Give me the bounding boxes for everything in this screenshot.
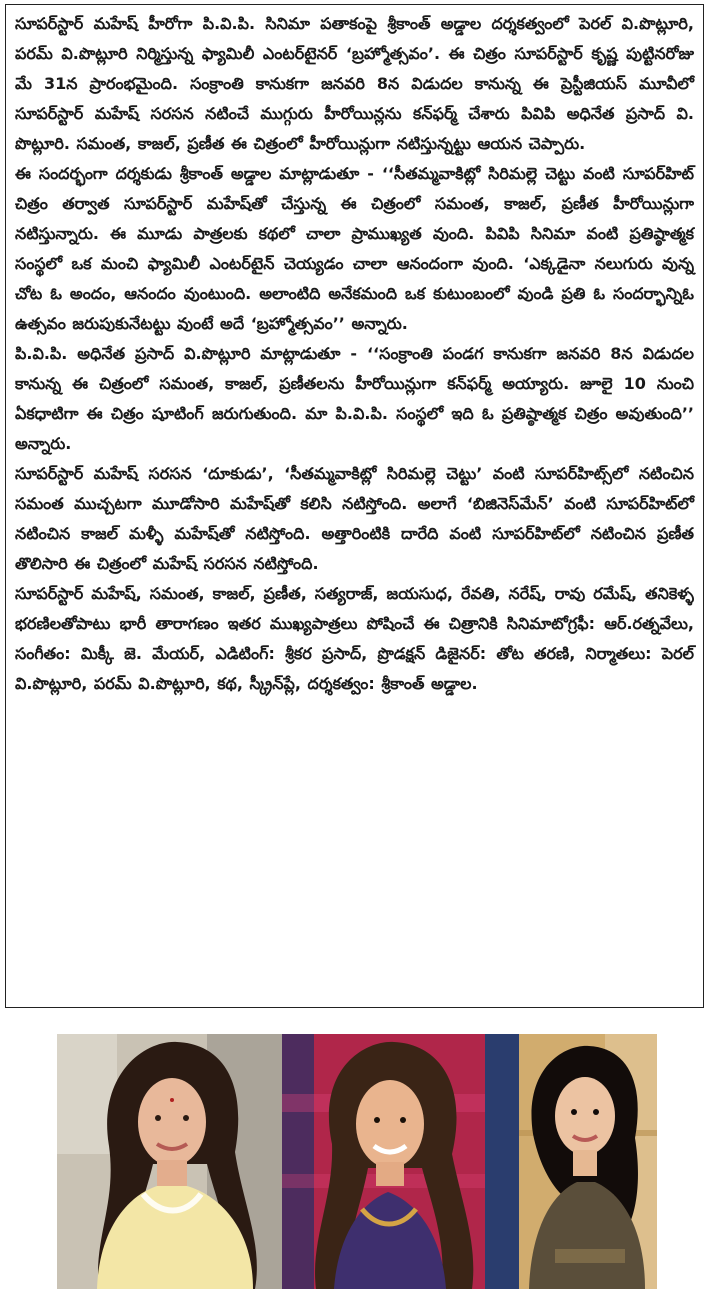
article-paragraph-2: ఈ సందర్భంగా దర్శకుడు శ్రీకాంత్‌ అడ్డాల మాట్లాడుతూ - ‘‘సీతమ్మవాకిట్లో సిరిమల్లె చెట్టు వంటి సూపర్‌హిట్‌ చిత్రం తర్వాత సూపర్‌స్టార్‌ మహేష్‌తో చేస్తున్న ఈ చిత్రంలో సమంత, కాజల్‌, ప్రణీత హీరోయిన్లుగా నటిస్తున్నారు. ఈ మూడు పాత్రలకు కథలో చాలా ప్రాముఖ్యత వుంది. పివిపి సినిమా వంటి ప్రతిష్ఠాత్మక సంస్థలో ఒక మంచి ఫ్యామిలీ ఎంటర్‌టైన్‌ చెయ్యడం చాలా ఆనందంగా వుంది. ‘ఎక్కడైనా నలుగురు వున్న చోట ఓ అందం, ఆనందం వుంటుంది. అలాంటిది అనేకమంది ఒక కుటుంబంలో వుండి ప్రతి ఓ సందర్భాన్నిఓ ఉత్సవం జరుపుకునేటట్టు వుంటే అదే ‘బ్రహ్మోత్సవం’’ అన్నారు. xyxy=(15,164,694,333)
photo-1-face xyxy=(138,1078,206,1166)
article-paragraph-1: సూపర్‌స్టార్‌ మహేష్‌ హీరోగా పి.వి.పి. సినిమా పతాకంపై శ్రీకాంత్‌ అడ్డాల దర్శకత్వంలో పెరల్‌ వి.పొట్లూరి, పరమ్‌ వి.పొట్లూరి నిర్మిస్తున్న ఫ్యామిలీ ఎంటర్‌టైనర్‌ ‘బ్రహ్మోత్సవం’. ఈ చిత్రం సూపర్‌స్టార్‌ కృష్ణ పుట్టినరోజు మే 31న ప్రారంభమైంది. సంక్రాంతి కానుకగా జనవరి 8న విడుదల కానున్న ఈ ప్రెస్టీజియస్‌ మూవీలో సూపర్‌స్టార్‌ మహేష్‌ సరసన నటించే ముగ్గురు హీరోయిన్లను కన్‌ఫర్మ్‌ చేశారు పివిపి అధినేత ప్రసాద్‌ వి. పొట్లూరి. సమంత, కాజల్‌, ప్రణీత ఈ చిత్రంలో హీరోయిన్లుగా నటిస్తున్నట్టు ఆయన చెప్పారు. xyxy=(15,14,694,153)
article-text-box xyxy=(5,4,704,1008)
photo-samantha xyxy=(57,1034,282,1289)
article-paragraph-3: పి.వి.పి. అధినేత ప్రసాద్‌ వి.పొట్లూరి మాట్లాడుతూ - ‘‘సంక్రాంతి పండగ కానుకగా జనవరి 8న విడుదల కానున్న ఈ చిత్రంలో సమంత, కాజల్‌, ప్రణీతలను హీరోయిన్లుగా కన్‌ఫర్మ్‌ అయ్యారు. జూలై 10 నుంచి ఏకధాటిగా ఈ చిత్రం షూటింగ్‌ జరుగుతుంది. మా పి.వి.పి. సంస్థలో ఇది ఓ ప్రతిష్ఠాత్మక చిత్రం అవుతుంది’’ అన్నారు. xyxy=(15,344,694,453)
article-paragraph-4: సూపర్‌స్టార్‌ మహేష్‌ సరసన ‘దూకుడు’, ‘సీతమ్మవాకిట్లో సిరిమల్లె చెట్టు’ వంటి సూపర్‌హిట్స్‌లో నటించిన సమంత ముచ్చటగా మూడోసారి మహేష్‌తో కలిసి నటిస్తోంది. అలాగే ‘బిజినెస్‌మేన్‌’ వంటి సూపర్‌హిట్‌లో నటించిన కాజల్‌ మళ్ళీ మహేష్‌తో నటిస్తోంది. అత్తారింటికి దారేది వంటి సూపర్‌హిట్‌లో నటించిన ప్రణీత తొలిసారి ఈ చిత్రంలో మహేష్‌ సరసన నటిస్తోంది. xyxy=(15,464,694,573)
photo-kajal xyxy=(282,1034,485,1289)
photo-3-face xyxy=(555,1077,615,1155)
article-paragraph-5: సూపర్‌స్టార్‌ మహేష్‌, సమంత, కాజల్‌, ప్రణీత, సత్యరాజ్‌, జయసుధ, రేవతి, నరేష్‌, రావు రమేష్‌, తనికెళ్ళ భరణిలతోపాటు భారీ తారాగణం ఇతర ముఖ్యపాత్రలు పోషించే ఈ చిత్రానికి సినిమాటోగ్రఫీ: ఆర్‌.రత్నవేలు, సంగీతం: మిక్కీ జె. మేయర్‌, ఎడిటింగ్‌: శ్రీకర ప్రసాద్‌, ప్రొడక్షన్‌ డిజైనర్‌: తోట తరణి, నిర్మాతలు: పెరల్‌ వి.పొట్లూరి, పరమ్‌ వి.పొట్లూరి, కథ, స్క్రీన్‌ప్లే, దర్శకత్వం: శ్రీకాంత్‌ అడ్డాల. xyxy=(15,584,694,693)
photo-2-face xyxy=(356,1080,424,1168)
actress-photo-strip xyxy=(57,1034,657,1289)
photo-pranitha xyxy=(485,1034,657,1289)
